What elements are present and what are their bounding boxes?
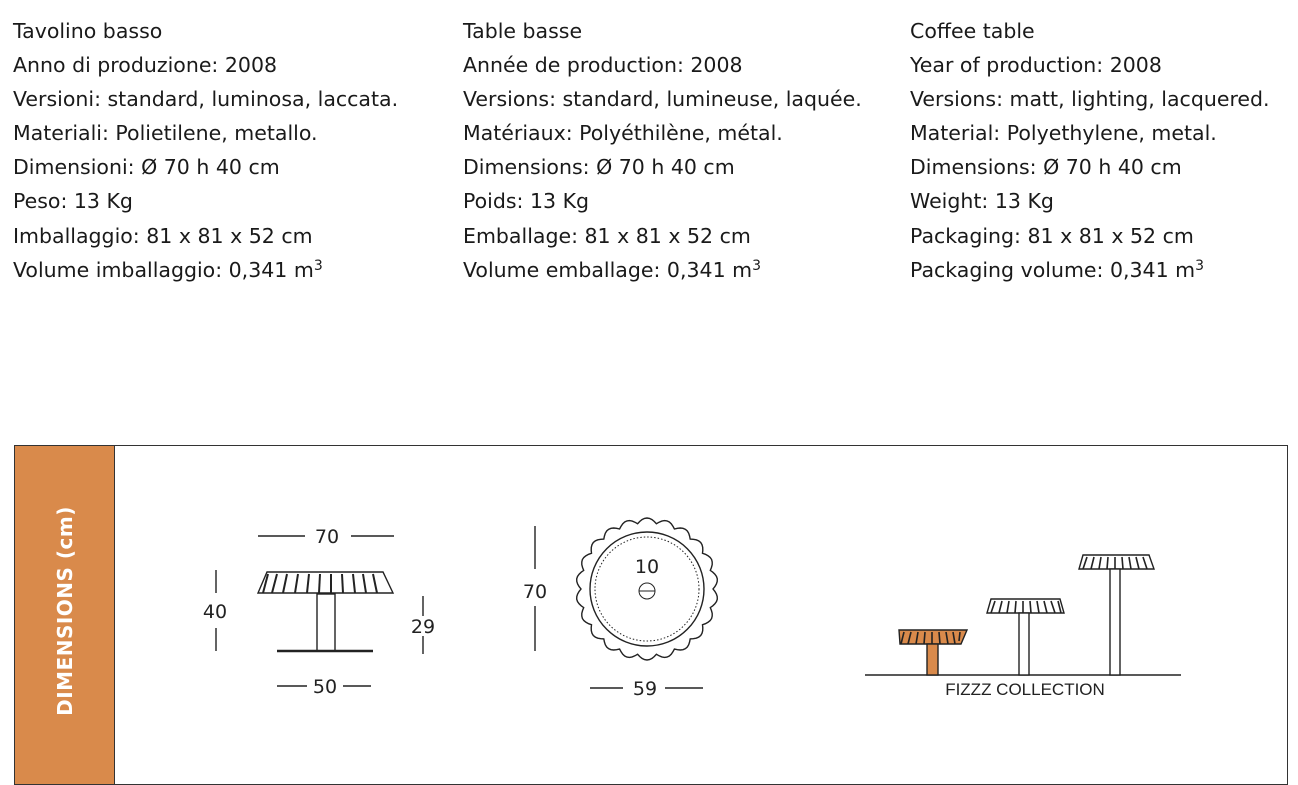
inner-diameter-label: 59 bbox=[632, 678, 658, 700]
weight: Peso: 13 Kg bbox=[13, 189, 133, 214]
dimensions: Dimensions: Ø 70 h 40 cm bbox=[910, 155, 1182, 180]
dimensions-panel bbox=[14, 445, 1288, 785]
packaging: Packaging: 81 x 81 x 52 cm bbox=[910, 223, 1194, 248]
production-year: Anno di produzione: 2008 bbox=[13, 53, 278, 78]
inner-dotted-circle bbox=[595, 537, 699, 641]
english-specs bbox=[910, 14, 1270, 287]
base-width-label: 50 bbox=[312, 676, 338, 698]
side-view bbox=[203, 526, 435, 698]
versions: Versions: standard, lumineuse, laquée. bbox=[463, 87, 862, 112]
top-view bbox=[523, 518, 717, 700]
packaging: Imballaggio: 81 x 81 x 52 cm bbox=[13, 223, 313, 248]
inner-hole-label: 10 bbox=[634, 556, 660, 578]
dimensions: Dimensioni: Ø 70 h 40 cm bbox=[13, 155, 280, 180]
stem-icon bbox=[317, 594, 335, 651]
small-table-stem-icon bbox=[927, 644, 938, 675]
stem-height-label: 29 bbox=[410, 616, 436, 638]
dimensions: Dimensions: Ø 70 h 40 cm bbox=[463, 155, 735, 180]
packaging-volume: Volume emballage: 0,341 $m^3$ bbox=[463, 257, 762, 282]
production-year: Year of production: 2008 bbox=[910, 53, 1162, 78]
tall-table-stem-icon bbox=[1110, 569, 1120, 675]
title: Table basse bbox=[463, 19, 583, 43]
versions: Versioni: standard, luminosa, laccata. bbox=[13, 87, 399, 112]
inner-rim-icon bbox=[590, 532, 704, 646]
medium-table-stem-icon bbox=[1019, 613, 1029, 675]
tabletop-ribs bbox=[263, 574, 377, 593]
packaging-volume: Volume imballaggio: 0,341 $m^3$ bbox=[13, 257, 323, 282]
title: Coffee table bbox=[910, 19, 1035, 43]
materials: Material: Polyethylene, metal. bbox=[910, 121, 1217, 146]
packaging: Emballage: 81 x 81 x 52 cm bbox=[463, 223, 751, 248]
dimensions-label: DIMENSIONS (cm) bbox=[53, 506, 77, 716]
title: Tavolino basso bbox=[13, 19, 163, 43]
versions: Versions: matt, lighting, lacquered. bbox=[910, 87, 1270, 112]
weight: Poids: 13 Kg bbox=[463, 189, 590, 214]
diameter-label: 70 bbox=[522, 581, 548, 603]
french-specs bbox=[463, 14, 862, 287]
weight: Weight: 13 Kg bbox=[910, 189, 1054, 214]
collection-label: FIZZZ COLLECTION bbox=[945, 680, 1105, 699]
materials: Matériaux: Polyéthilène, métal. bbox=[463, 121, 783, 146]
top-width-label: 70 bbox=[314, 526, 340, 548]
height-label: 40 bbox=[202, 601, 228, 623]
italian-specs bbox=[13, 14, 398, 287]
scalloped-top-icon bbox=[577, 518, 718, 660]
technical-drawing bbox=[15, 446, 1287, 766]
packaging-volume: Packaging volume: 0,341 $m^3$ bbox=[910, 257, 1205, 282]
production-year: Année de production: 2008 bbox=[463, 53, 743, 78]
materials: Materiali: Polietilene, metallo. bbox=[13, 121, 318, 146]
collection-view bbox=[865, 555, 1181, 699]
